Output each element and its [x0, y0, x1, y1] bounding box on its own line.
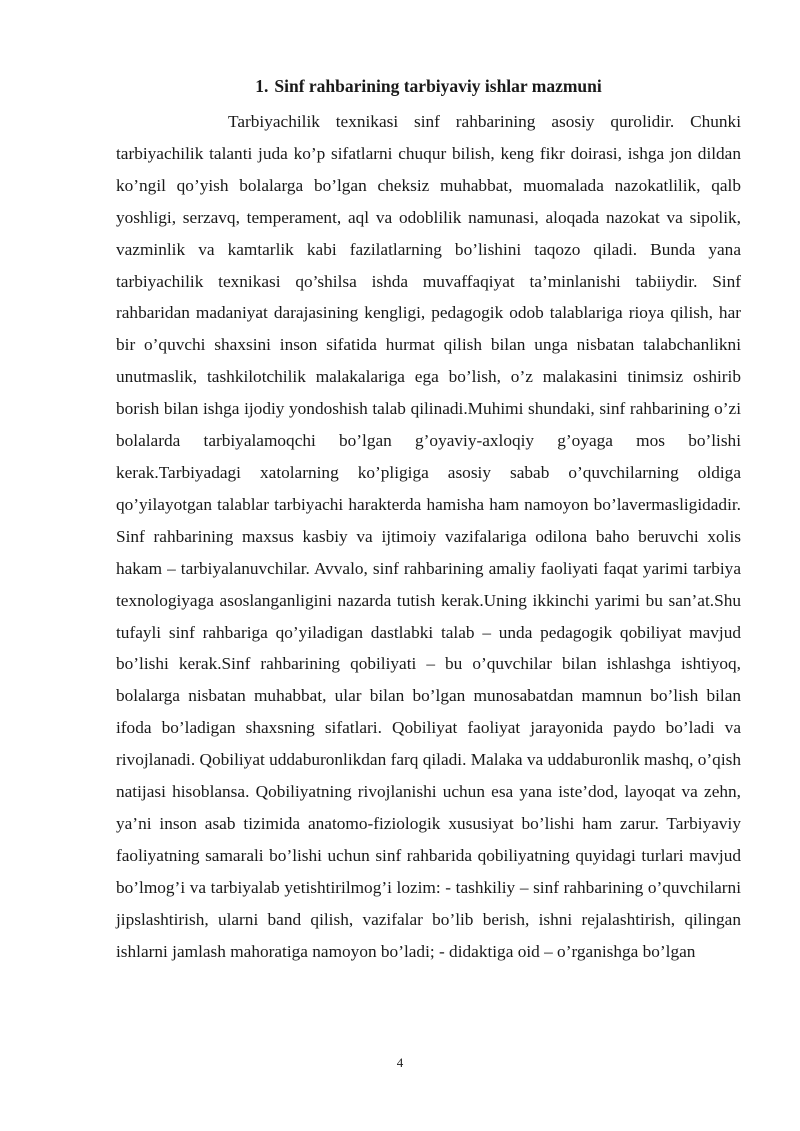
section-number: 1.: [255, 76, 269, 96]
page-number: 4: [396, 1055, 404, 1070]
body-paragraph: Tarbiyachilik texnikasi sinf rahbarining asosiy qurolidir. Chunki tarbiyachilik talanti juda ko’p sifatlarni chuqur bilish, keng fikr doirasi, ishga jon dildan ko’ngil qo’yish bolalarga bo’lgan cheksiz muhabbat, muomalada nazokatlilik, qalb yoshligi, serzavq, temperament, aql va odoblilik namunasi, aloqada nazokat va sipolik, vazminlik va kamtarlik kabi fazilatlarning bo’lishini taqozo qiladi. Bunda yana tarbiyachilik texnikasi qo’shilsa ishda muvaffaqiyat ta’minlanishi tabiiydir. Sinf rahbaridan madaniyat darajasining kengligi, pedagogik odob talablariga rioya qilish, har bir o’quvchi shaxsini inson sifatida hurmat qilish bilan unga nisbatan talabchanlikni unutmaslik, tashkilotchilik malakalariga ega bo’lish, o’z malakasini tinimsiz oshirib borish bilan ishga ijodiy yondoshish talab qilinadi.Muhimi shundaki, sinf rahbarining o’zi bolalarda tarbiyalamoqchi bo’lgan g’oyaviy-axloqiy g’oyaga mos bo’lishi kerak.Tarbiyadagi xatolarning ko’pligiga asosiy sabab o’quvchilarning oldiga qo’yilayotgan talablar tarbiyachi harakterda hamisha ham namoyon bo’lavermasligidadir. Sinf rahbarining maxsus kasbiy va ijtimoiy vazifalariga odilona baho beruvchi xolis hakam – tarbiyalanuvchilar. Avvalo, sinf rahbarining amaliy faoliyati faqat yarimi tarbiya texnologiyaga asoslanganligini nazarda tutish kerak.Uning ikkinchi yarimi bu san’at.Shu tufayli sinf rahbariga qo’yiladigan dastlabki talab – unda pedagogik qobiliyat mavjud bo’lishi kerak.Sinf rahbarining qobiliyati – bu o’quvchilar bilan ishlashga ishtiyoq, bolalarga nisbatan muhabbat, ular bilan bo’lgan munosabatdan mamnun bo’lish bilan ifoda bo’ladigan shaxsning sifatlari. Qobiliyat faoliyat jarayonida paydo bo’ladi va rivojlanadi. Qobiliyat uddaburonlikdan farq qiladi. Malaka va uddaburonlik mashq, o’qish natijasi hisoblansa. Qobiliyatning rivojlanishi uchun esa yana iste’dod, layoqat va zehn, ya’ni inson asab tizimida anatomo-fiziologik xususiyat bo’lishi ham zarur. Tarbiyaviy faoliyatning samarali bo’lishi uchun sinf rahbarida qobiliyatning quyidagi turlari mavjud bo’lmog’i va tarbiyalab yetishtirilmog’i lozim: - tashkiliy – sinf rahbarining o’quvchilarni jipslashtirish, ularni band qilish, vazifalar bo’lib berish, ishni rejalashtirish, qilingan ishlarni jamlash mahoratiga namoyon bo’ladi; - didaktiga oid – o’rganishga bo’lgan: [116, 112, 741, 961]
section-title: Sinf rahbarining tarbiyaviy ishlar mazmuni: [274, 76, 602, 96]
section-heading: [116, 74, 741, 98]
